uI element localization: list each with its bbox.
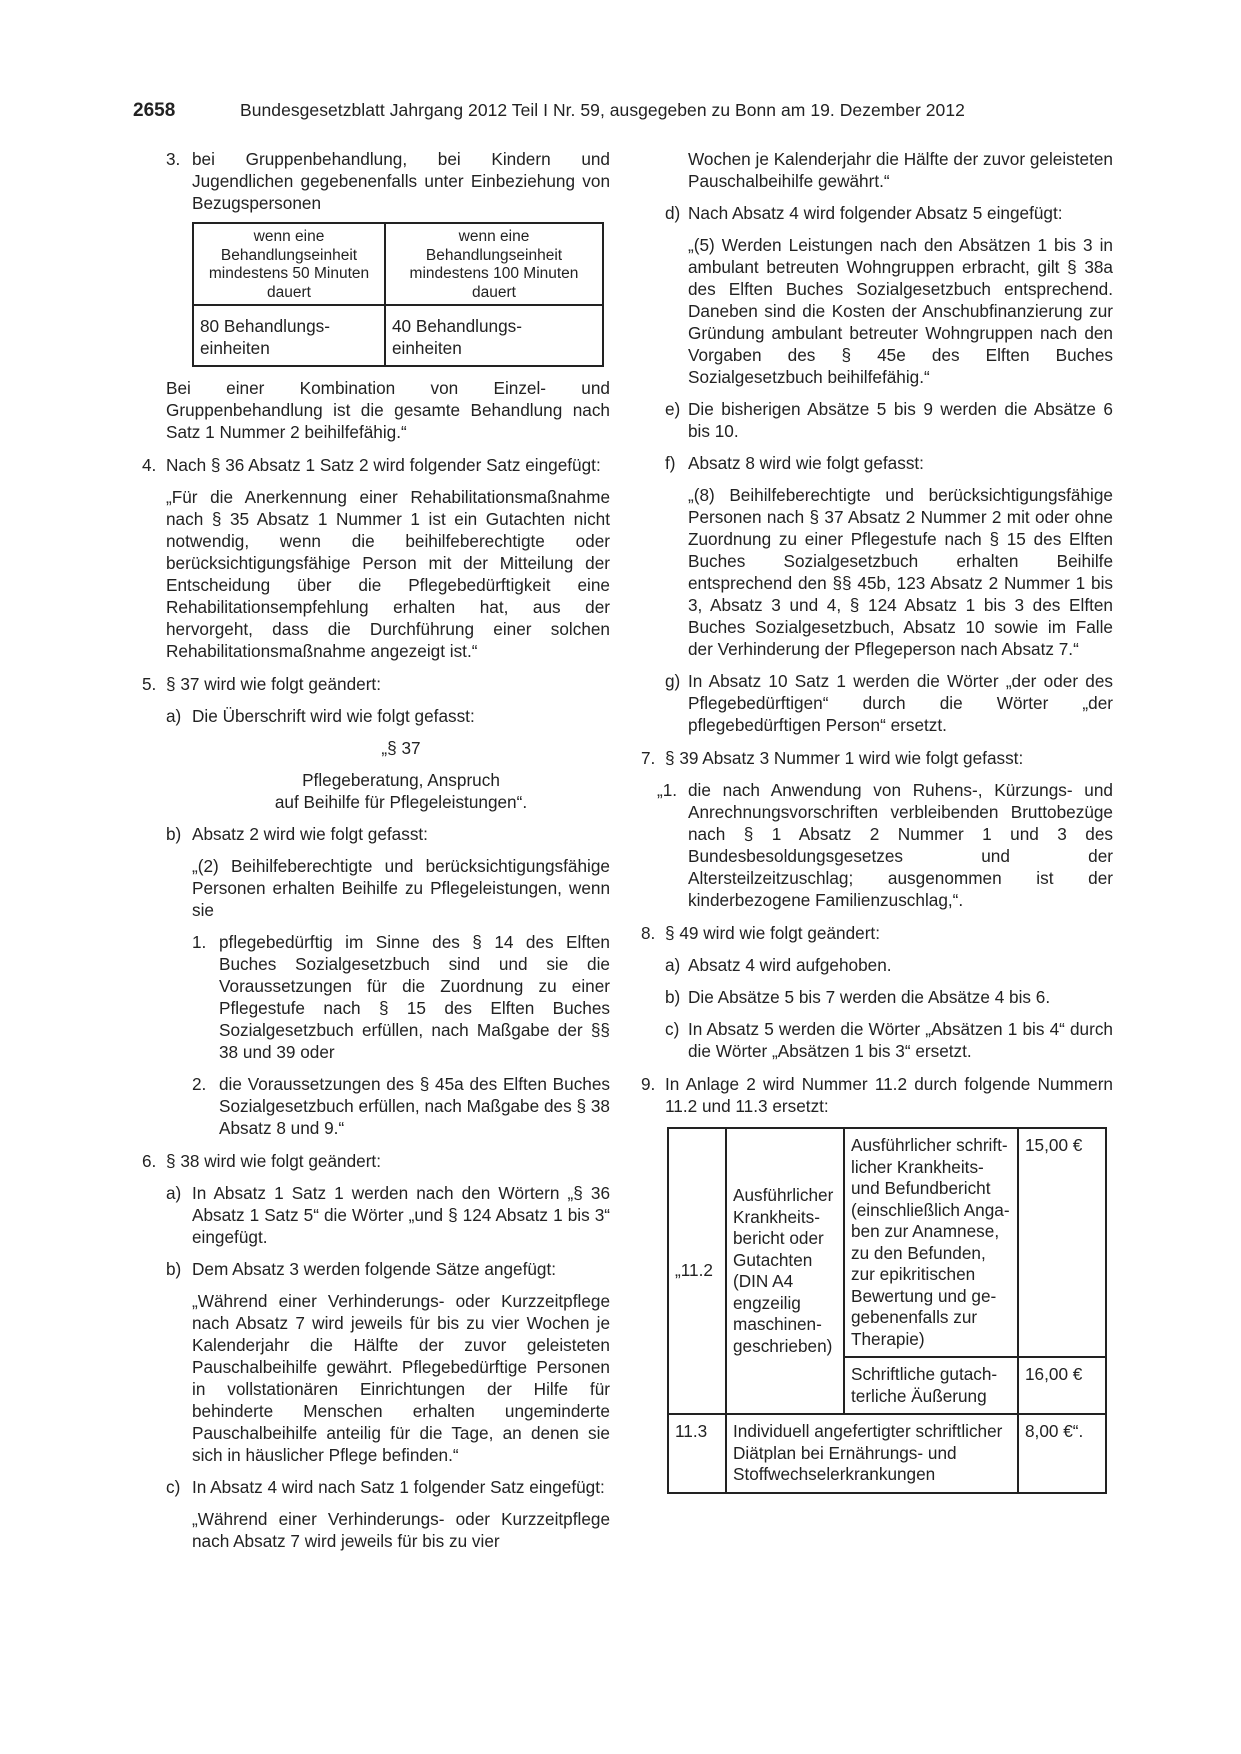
item-text: Nach § 36 Absatz 1 Satz 2 wird folgender Satz eingefügt: [166, 455, 601, 475]
table-cell: 40 Behandlungs- einheiten [385, 305, 603, 366]
paragraph: Bei einer Kombination von Einzel- und Gruppenbehandlung ist die gesamte Behandlung nach Satz 1 Nummer 2 beihilfefähig.“ [166, 378, 610, 442]
list-item-7-1 [657, 779, 1113, 911]
fee-subdescription: Ausführlicher schrift- licher Krankheits- und Befundbericht (einschließlich Anga- ben zur Anamnese, zu den Befunden, zur epikritischen Bewertung und ge- gebenenfalls zur Therapie) [844, 1128, 1018, 1357]
item-number: 5. [142, 674, 157, 694]
quote-continued: Wochen je Kalenderjahr die Hälfte der zuvor geleisteten Pauschalbeihilfe gewährt.“ [688, 149, 1113, 191]
fee-amount: 8,00 €“. [1018, 1414, 1106, 1493]
list-item-6e [665, 398, 1113, 442]
item-text: In Absatz 5 werden die Wörter „Absätzen 1 bis 4“ durch die Wörter „Absätzen 1 bis 3“ ersetzt. [688, 1019, 1113, 1061]
item-letter: b) [166, 824, 182, 844]
item-text: pflegebedürftig im Sinne des § 14 des Elften Buches Sozialgesetzbuch sind und sie die Voraussetzungen für die Zuordnung zu einer Pflegestufe nach § 15 des Elften Buches Sozialgesetzbuch erfüllen, nach Maßgabe der §§ 38 und 39 oder [219, 932, 610, 1062]
item-letter: e) [665, 399, 681, 419]
item-letter: a) [665, 955, 681, 975]
item-text: In Absatz 10 Satz 1 werden die Wörter „der oder des Pflegebedürftigen“ durch die Wörter „der pflegebedürftigen Person“ ersetzt. [688, 671, 1113, 735]
item-number: 7. [641, 748, 656, 768]
list-item-8 [641, 922, 1113, 944]
quote: „(5) Werden Leistungen nach den Absätzen 1 bis 3 in ambulant betreuten Wohngruppen erbracht, gilt § 38a des Elften Buches Sozialgesetzbuch entsprechend. Daneben sind die Kosten der Anschubfinanzierung zur Gründung ambulant betreuter Wohngruppen nach den Vorgaben des § 45e des Elften Buches Sozialgesetzbuch beihilfefähig.“ [688, 235, 1113, 387]
item-letter: d) [665, 203, 681, 223]
item-text: Dem Absatz 3 werden folgende Sätze angefügt: [192, 1259, 557, 1279]
item-text: § 38 wird wie folgt geändert: [166, 1151, 381, 1171]
item-number: 6. [142, 1151, 157, 1171]
running-title: Bundesgesetzblatt Jahrgang 2012 Teil I Nr. 59, ausgegeben zu Bonn am 19. Dezember 2012 [240, 100, 965, 120]
fee-description: Ausführlicher Krankheits- bericht oder Gutachten (DIN A4 engzeilig maschinen- geschrieben) [726, 1128, 844, 1414]
item-letter: b) [166, 1259, 182, 1279]
quote: „Für die Anerkennung einer Rehabilitationsmaßnahme nach § 35 Absatz 1 Nummer 1 ist ein Gutachten nicht notwendig, wenn die beihilfeberechtigte oder berücksichtigungsfähige Person mit der Mitteilung der Entscheidung über die Pflegebedürftigkeit eine Rehabilitationsempfehlung erhalten hat, aus der hervorgeht, dass die Durchführung einer solchen Rehabilitationsmaßnahme angezeigt ist.“ [166, 487, 610, 661]
item-number: „1. [657, 780, 678, 800]
table-header-cell: wenn eine Behandlungseinheit mindestens 100 Minuten dauert [385, 223, 603, 305]
heading-line: auf Beihilfe für Pflegeleistungen“. [274, 792, 528, 812]
item-letter: b) [665, 987, 681, 1007]
treatment-units-table [192, 222, 604, 367]
item-text: die nach Anwendung von Ruhens-, Kürzungs- und Anrechnungsvorschriften verbleibenden Bruttobezüge nach § 1 Absatz 2 Nummer 1 und 3 des Bundesbesoldungsgesetzes und der Altersteilzeitzuschlag; ausgenommen ist der kinderbezogene Familienzuschlag,“. [688, 780, 1113, 910]
item-text: die Voraussetzungen des § 45a des Elften Buches Sozialgesetzbuch erfüllen, nach Maßgabe des § 38 Absatz 8 und 9.“ [219, 1074, 610, 1138]
list-item-3 [142, 148, 610, 214]
list-item-7 [641, 747, 1113, 769]
list-item-5b [142, 823, 610, 845]
item-number: 8. [641, 923, 656, 943]
item-text: In Absatz 4 wird nach Satz 1 folgender Satz eingefügt: [192, 1477, 605, 1497]
item-text: Absatz 2 wird wie folgt gefasst: [192, 824, 428, 844]
list-item-6a [142, 1182, 610, 1248]
fee-amount: 16,00 € [1018, 1357, 1106, 1414]
item-text: Die Überschrift wird wie folgt gefasst: [192, 706, 475, 726]
item-letter: a) [166, 706, 182, 726]
item-letter: g) [665, 671, 681, 691]
list-item-9 [641, 1073, 1113, 1117]
item-letter: a) [166, 1183, 182, 1203]
item-number: 1. [192, 932, 207, 952]
list-item-5b-2 [142, 1073, 610, 1139]
quote: „(2) Beihilfeberechtigte und berücksichtigungsfähige Personen erhalten Beihilfe zu Pflegeleistungen, wenn sie [192, 856, 610, 920]
item-number: 3. [166, 149, 181, 169]
item-letter: c) [166, 1477, 181, 1497]
list-item-6 [142, 1150, 610, 1172]
page-number: 2658 [133, 100, 176, 121]
item-text: § 37 wird wie folgt geändert: [166, 674, 381, 694]
list-item-8b [665, 986, 1113, 1008]
item-number: 4. [142, 455, 157, 475]
right-column [641, 148, 1113, 1494]
item-text: Nach Absatz 4 wird folgender Absatz 5 eingefügt: [688, 203, 1063, 223]
list-item-6b [142, 1258, 610, 1280]
fee-number: „11.2 [668, 1128, 726, 1414]
item-number: 9. [641, 1074, 656, 1094]
item-letter: c) [665, 1019, 680, 1039]
quote: „Während einer Verhinderungs- oder Kurzzeitpflege nach Absatz 7 wird jeweils für bis zu vier [192, 1509, 610, 1551]
left-column [142, 148, 610, 1552]
quote: „(8) Beihilfeberechtigte und berücksichtigungsfähige Personen nach § 37 Absatz 2 Nummer 2 mit oder ohne Zuordnung zu einer Pflegestufe nach § 15 des Elften Buches Sozialgesetzbuch erhalten Beihilfe entsprechend den §§ 45b, 123 Absatz 2 Nummer 1 bis 3, Absatz 3 und 4, § 124 Absatz 1 bis 3 des Elften Buches Sozialgesetzbuch, Absatz 10 sowie im Falle der Verhinderung der Pflegeperson nach Absatz 7.“ [688, 485, 1113, 659]
fee-description: Individuell angefertigter schriftlicher Diätplan bei Ernährungs- und Stoffwechselerkrankungen [726, 1414, 1018, 1493]
item-text: bei Gruppenbehandlung, bei Kindern und Jugendlichen gegebenenfalls unter Einbeziehung von Bezugspersonen [192, 149, 610, 213]
fee-table [667, 1127, 1107, 1494]
list-item-6c [142, 1476, 610, 1498]
item-text: Die bisherigen Absätze 5 bis 9 werden die Absätze 6 bis 10. [688, 399, 1113, 441]
table-cell: 80 Behandlungs- einheiten [193, 305, 385, 366]
fee-subdescription: Schriftliche gutach- terliche Äußerung [844, 1357, 1018, 1414]
table-header-cell: wenn eine Behandlungseinheit mindestens 50 Minuten dauert [193, 223, 385, 305]
item-text: § 39 Absatz 3 Nummer 1 wird wie folgt gefasst: [665, 748, 1024, 768]
list-item-8c [665, 1018, 1113, 1062]
list-item-6f [665, 452, 1113, 474]
list-item-8a [665, 954, 1113, 976]
list-item-6g [665, 670, 1113, 736]
heading-line: „§ 37 [381, 738, 421, 758]
item-text: In Absatz 1 Satz 1 werden nach den Wörtern „§ 36 Absatz 1 Satz 5“ die Wörter „und § 124 Absatz 1 bis 3“ eingefügt. [192, 1183, 610, 1247]
item-text: Absatz 4 wird aufgehoben. [688, 955, 892, 975]
item-text: Die Absätze 5 bis 7 werden die Absätze 4 bis 6. [688, 987, 1051, 1007]
item-letter: f) [665, 453, 676, 473]
item-number: 2. [192, 1074, 207, 1094]
quote: „Während einer Verhinderungs- oder Kurzzeitpflege nach Absatz 7 wird jeweils für bis zu vier Wochen je Kalenderjahr die Hälfte der zuvor geleisteten Pauschalbeihilfe gewährt. Pflegebedürftige Personen in vollstationären Einrichtungen der Hilfe für behinderte Menschen erhalten ungeminderte Pauschalbeihilfe anteilig für die Tage, an denen sie sich in häuslicher Pflege befinden.“ [192, 1291, 610, 1465]
item-text: In Anlage 2 wird Nummer 11.2 durch folgende Nummern 11.2 und 11.3 ersetzt: [665, 1074, 1113, 1116]
list-item-5 [142, 673, 610, 695]
list-item-5a [142, 705, 610, 727]
list-item-4 [142, 454, 610, 476]
fee-number: 11.3 [668, 1414, 726, 1493]
heading-line: Pflegeberatung, Anspruch [302, 770, 500, 790]
page-header [133, 100, 1113, 126]
item-text: § 49 wird wie folgt geändert: [665, 923, 880, 943]
fee-amount: 15,00 € [1018, 1128, 1106, 1357]
item-text: Absatz 8 wird wie folgt gefasst: [688, 453, 924, 473]
list-item-6d [665, 202, 1113, 224]
list-item-5b-1 [142, 931, 610, 1063]
